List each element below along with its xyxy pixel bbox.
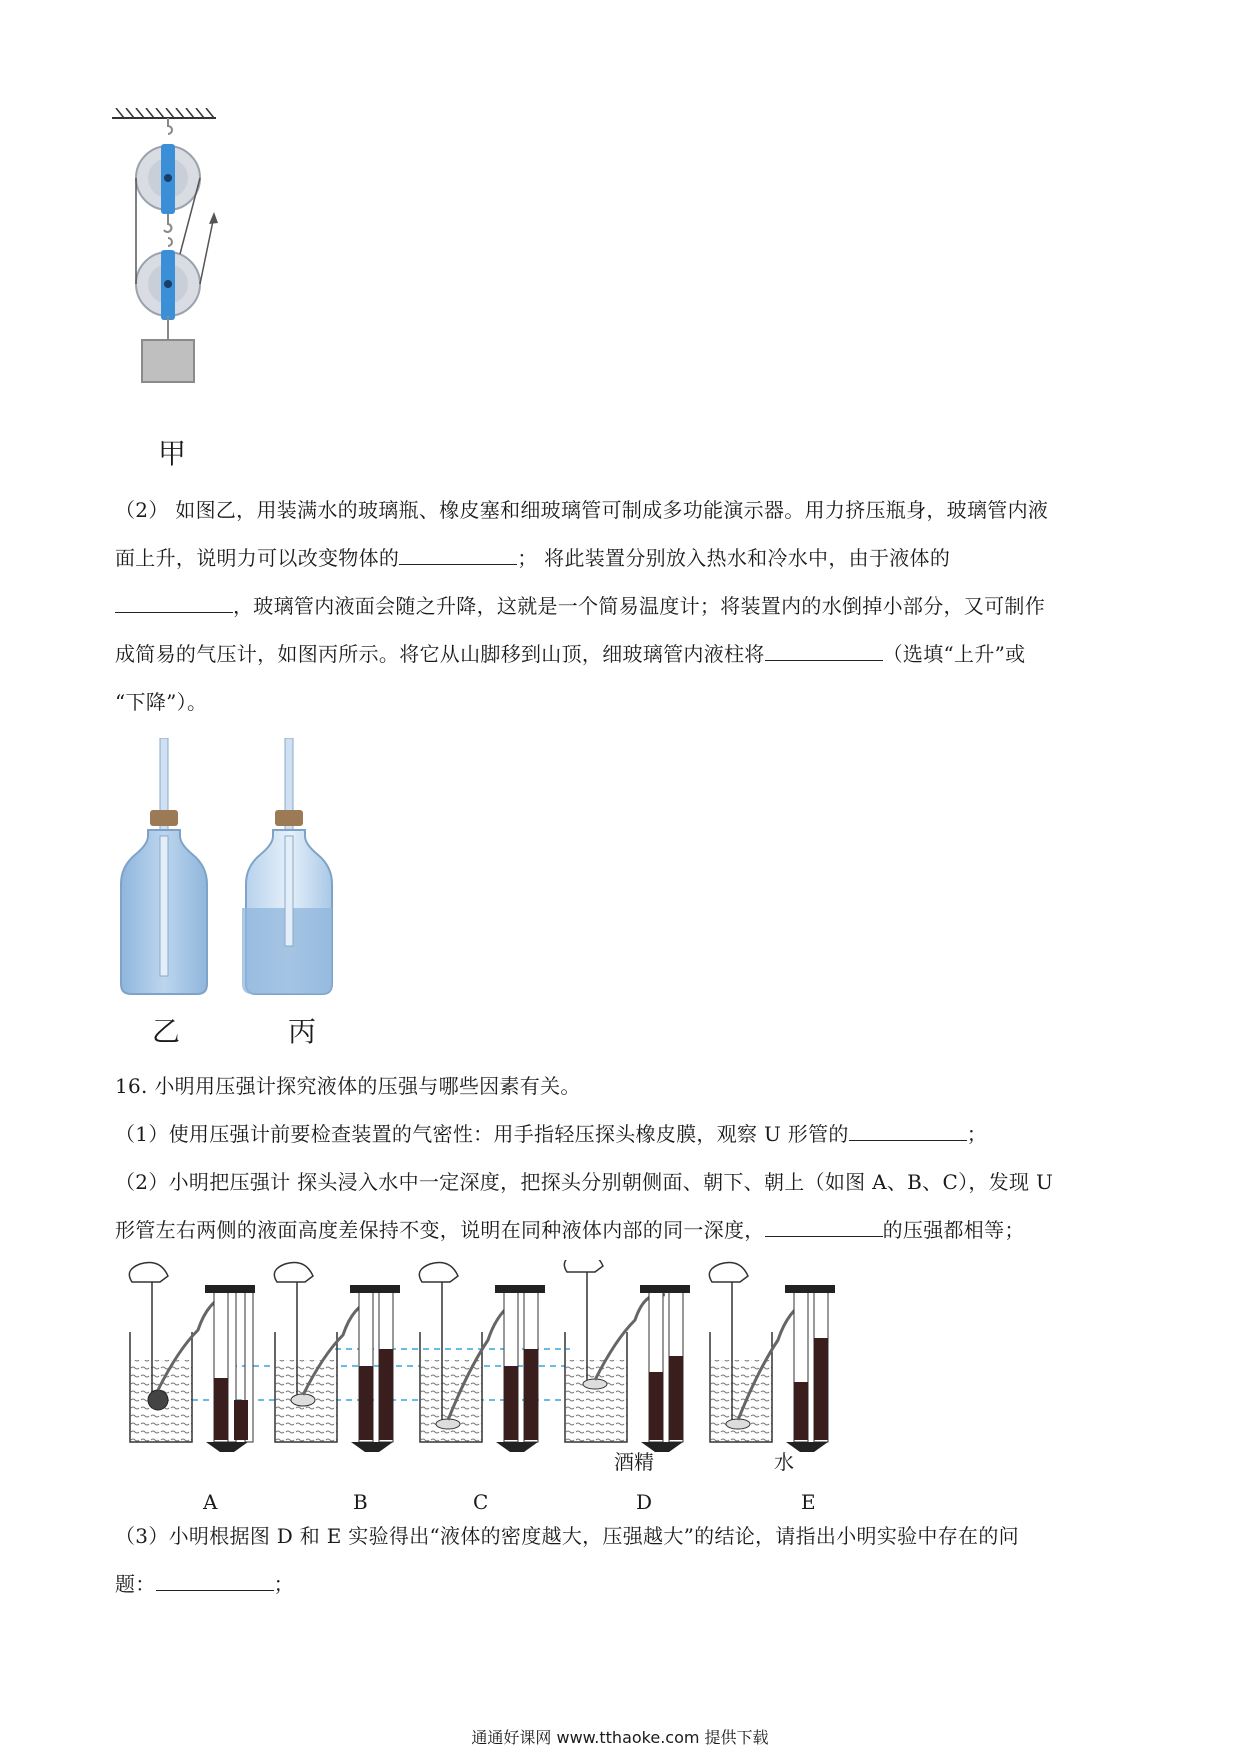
q15-line3: ，玻璃管内液面会随之升降，这就是一个简易温度计；将装置内的水倒掉小部分，又可制作	[115, 592, 1045, 620]
pulley-diagram	[110, 108, 220, 428]
figure-label-bing: 丙	[288, 1015, 317, 1048]
beaker-label-a: A	[203, 1490, 218, 1514]
liquid-label-water: 水	[774, 1450, 794, 1474]
setup-d	[564, 1260, 690, 1452]
bottle-diagram	[110, 738, 350, 1003]
q15-line1: （2） 如图乙，用装满水的玻璃瓶、橡皮塞和细玻璃管可制成多功能演示器。用力挤压瓶身，玻璃管内液	[115, 498, 1049, 522]
q16-part3-line2: 题： ；	[115, 1572, 294, 1596]
q16-part1: （1）使用压强计前要检查装置的气密性：用手指轻压探头橡皮膜，观察 U 形管的 ；	[115, 1122, 988, 1146]
beaker-label-d: D	[636, 1490, 653, 1514]
setup-b	[274, 1263, 400, 1453]
answer-blank[interactable]	[115, 592, 233, 613]
q16-part3-line1: （3）小明根据图 D 和 E 实验得出“液体的密度越大，压强越大”的结论，请指出小明实验中存在的问	[115, 1524, 1019, 1548]
manometer-diagram	[110, 1260, 880, 1470]
liquid-label-alcohol: 酒精	[614, 1450, 654, 1474]
beaker-label-c: C	[473, 1490, 489, 1514]
answer-blank[interactable]	[765, 1216, 883, 1237]
figure-label-yi: 乙	[152, 1015, 181, 1048]
page-footer: 通通好课网 www.tthaoke.com 提供下载	[471, 1728, 769, 1747]
setup-e	[709, 1263, 835, 1453]
q16-title: 16. 小明用压强计探究液体的压强与哪些因素有关。	[115, 1074, 581, 1098]
answer-blank[interactable]	[765, 640, 883, 661]
figure-label-jia: 甲	[158, 437, 187, 470]
answer-blank[interactable]	[156, 1570, 274, 1591]
beaker-label-e: E	[801, 1490, 816, 1514]
beaker-label-b: B	[353, 1490, 368, 1514]
q15-line5: “下降”）。	[115, 690, 208, 714]
setup-c	[419, 1263, 545, 1453]
answer-blank[interactable]	[399, 544, 517, 565]
q16-part2-line1: （2）小明把压强计 探头浸入水中一定深度，把探头分别朝侧面、朝下、朝上（如图 A、B、C），发现 U	[115, 1170, 1054, 1194]
setup-a	[129, 1263, 255, 1453]
q16-part2-line2: 形管左右两侧的液面高度差保持不变，说明在同种液体内部的同一深度， 的压强都相等；	[115, 1218, 1025, 1242]
q15-line2: 面上升，说明力可以改变物体的 ； 将此装置分别放入热水和冷水中，由于液体的	[115, 546, 951, 570]
q15-line4: 成简易的气压计，如图丙所示。将它从山脚移到山顶，细玻璃管内液柱将 （选填“上升”或	[115, 642, 1026, 666]
answer-blank[interactable]	[849, 1120, 967, 1141]
